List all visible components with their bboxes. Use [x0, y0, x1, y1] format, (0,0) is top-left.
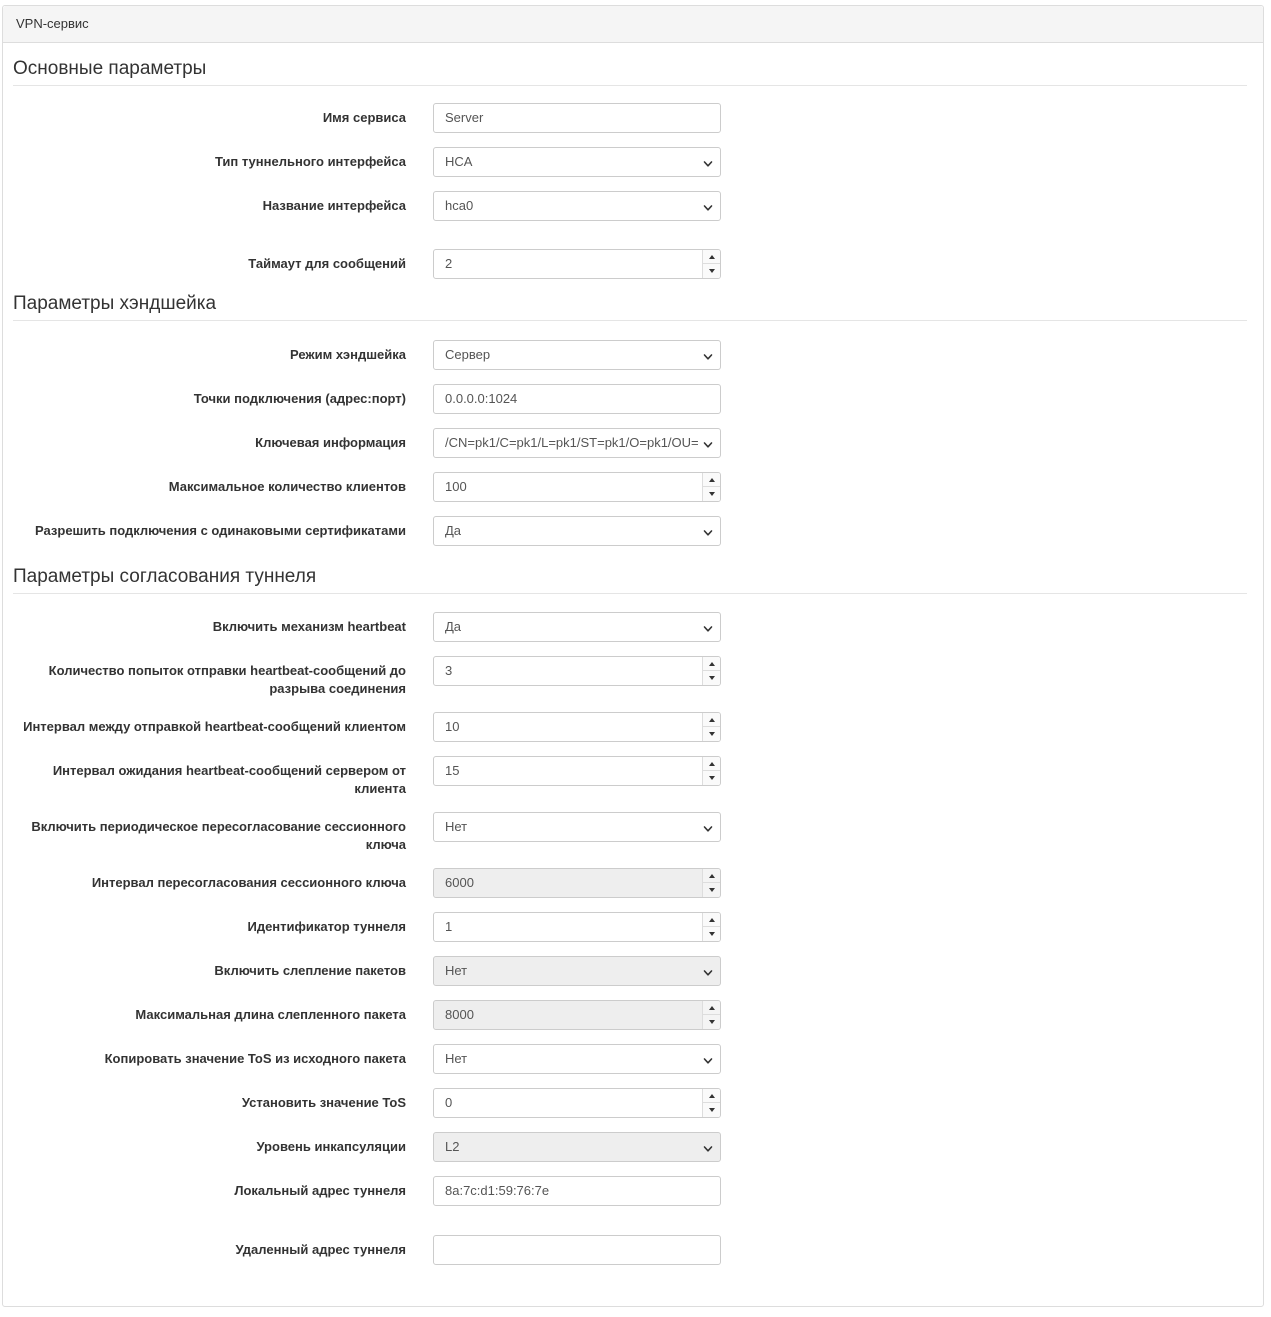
- heartbeat-server-wait-label: Интервал ожидания heartbeat-сообщений сервером от клиента: [52, 763, 406, 796]
- remote-tunnel-addr-input[interactable]: [433, 1235, 721, 1265]
- panel-title: VPN-сервис: [3, 6, 1263, 43]
- msg-timeout-label: Таймаут для сообщений: [248, 256, 406, 271]
- tunnel-iface-type-selected-value: HCA: [445, 154, 473, 169]
- heartbeat-client-interval-label: Интервал между отправкой heartbeat-сообщений клиентом: [23, 719, 406, 734]
- heartbeat-retries-value: 3: [445, 663, 453, 678]
- key-info-selected-value: /CN=pk1/C=pk1/L=pk1/ST=pk1/O=pk1/OU=: [445, 435, 699, 450]
- spin-up-icon[interactable]: [703, 473, 720, 487]
- tunnel-id-number-input[interactable]: [433, 912, 721, 942]
- rekey-interval-value: 6000: [445, 875, 474, 890]
- iface-name-selected-value: hca0: [445, 198, 474, 213]
- tunnel-iface-type-select[interactable]: [433, 147, 721, 177]
- chevron-down-icon: [703, 822, 713, 832]
- rekey-interval-number-input: [433, 868, 721, 898]
- spin-down-icon[interactable]: [703, 1103, 720, 1117]
- iface-name-label: Название интерфейса: [262, 198, 406, 213]
- heartbeat-client-interval-value: 10: [445, 719, 460, 734]
- key-info-label: Ключевая информация: [255, 435, 406, 450]
- chevron-down-icon: [703, 157, 713, 167]
- handshake-mode-label: Режим хэндшейка: [290, 347, 406, 362]
- section-basic-title: Основные параметры: [13, 58, 1247, 86]
- glue-max-len-label: Максимальная длина слепленного пакета: [135, 1007, 406, 1022]
- chevron-down-icon: [703, 622, 713, 632]
- rekey-enable-selected-value: Нет: [445, 819, 468, 834]
- max-clients-spinner: [702, 473, 720, 501]
- rekey-interval-label: Интервал пересогласования сессионного ключа: [91, 875, 406, 890]
- chevron-down-icon: [703, 201, 713, 211]
- copy-tos-selected-value: Нет: [445, 1051, 468, 1066]
- handshake-mode-selected-value: Сервер: [445, 347, 491, 362]
- heartbeat-enable-select[interactable]: [433, 612, 721, 642]
- service-name-label: Имя сервиса: [322, 110, 406, 125]
- spin-down-icon[interactable]: [703, 671, 720, 685]
- packet-glue-selected-value: Нет: [445, 963, 468, 978]
- spin-down-icon[interactable]: [703, 771, 720, 785]
- packet-glue-label: Включить слепление пакетов: [214, 963, 406, 978]
- encap-level-selected-value: L2: [445, 1139, 460, 1154]
- iface-name-select[interactable]: [433, 191, 721, 221]
- packet-glue-select: [433, 956, 721, 986]
- spin-up-icon[interactable]: [703, 250, 720, 264]
- allow-same-certs-selected-value: Да: [445, 523, 462, 538]
- tunnel-iface-type-label: Тип туннельного интерфейса: [214, 154, 406, 169]
- key-info-select[interactable]: [433, 428, 721, 458]
- section-tunnel-title: Параметры согласования туннеля: [13, 566, 1247, 594]
- chevron-down-icon: [703, 1054, 713, 1064]
- max-clients-label: Максимальное количество клиентов: [168, 479, 406, 494]
- chevron-down-icon: [703, 966, 713, 976]
- max-clients-value: 100: [445, 479, 467, 494]
- spin-up-icon[interactable]: [703, 713, 720, 727]
- copy-tos-label: Копировать значение ToS из исходного пакета: [104, 1051, 406, 1066]
- spin-up-icon[interactable]: [703, 657, 720, 671]
- spin-up-icon[interactable]: [703, 1089, 720, 1103]
- tunnel-id-spinner: [702, 913, 720, 941]
- encap-level-select: [433, 1132, 721, 1162]
- spin-up-icon: [703, 869, 720, 883]
- glue-max-len-value: 8000: [445, 1007, 474, 1022]
- copy-tos-select[interactable]: [433, 1044, 721, 1074]
- spin-up-icon: [703, 1001, 720, 1015]
- msg-timeout-value: 2: [445, 256, 453, 271]
- endpoints-input[interactable]: 0.0.0.0:1024: [433, 384, 721, 414]
- set-tos-spinner: [702, 1089, 720, 1117]
- heartbeat-enable-label: Включить механизм heartbeat: [212, 619, 406, 634]
- rekey-enable-select[interactable]: [433, 812, 721, 842]
- spin-down-icon[interactable]: [703, 927, 720, 941]
- allow-same-certs-select[interactable]: [433, 516, 721, 546]
- local-tunnel-addr-label: Локальный адрес туннеля: [234, 1183, 406, 1198]
- spin-up-icon[interactable]: [703, 913, 720, 927]
- heartbeat-client-interval-number-input[interactable]: [433, 712, 721, 742]
- section-handshake-title: Параметры хэндшейка: [13, 293, 1247, 321]
- rekey-enable-label: Включить периодическое пересогласование сессионного ключа: [31, 819, 406, 852]
- spin-down-icon[interactable]: [703, 727, 720, 741]
- spin-down-icon: [703, 883, 720, 897]
- encap-level-label: Уровень инкапсуляции: [256, 1139, 406, 1154]
- chevron-down-icon: [703, 438, 713, 448]
- handshake-mode-select[interactable]: [433, 340, 721, 370]
- spin-up-icon[interactable]: [703, 757, 720, 771]
- glue-max-len-number-input: [433, 1000, 721, 1030]
- glue-max-len-spinner: [702, 1001, 720, 1029]
- remote-tunnel-addr-label: Удаленный адрес туннеля: [235, 1242, 406, 1257]
- heartbeat-retries-spinner: [702, 657, 720, 685]
- allow-same-certs-label: Разрешить подключения с одинаковыми сертификатами: [35, 523, 406, 538]
- set-tos-value: 0: [445, 1095, 453, 1110]
- endpoints-label: Точки подключения (адрес:порт): [193, 391, 406, 406]
- spin-down-icon: [703, 1015, 720, 1029]
- tunnel-id-label: Идентификатор туннеля: [247, 919, 406, 934]
- local-tunnel-addr-input[interactable]: 8a:7c:d1:59:76:7e: [433, 1176, 721, 1206]
- set-tos-number-input[interactable]: [433, 1088, 721, 1118]
- heartbeat-client-interval-spinner: [702, 713, 720, 741]
- tunnel-id-value: 1: [445, 919, 453, 934]
- rekey-interval-spinner: [702, 869, 720, 897]
- heartbeat-retries-label: Количество попыток отправки heartbeat-сообщений до разрыва соединения: [48, 663, 406, 696]
- chevron-down-icon: [703, 526, 713, 536]
- msg-timeout-number-input[interactable]: [433, 249, 721, 279]
- set-tos-label: Установить значение ToS: [241, 1095, 406, 1110]
- heartbeat-server-wait-number-input[interactable]: [433, 756, 721, 786]
- service-name-input[interactable]: Server: [433, 103, 721, 133]
- msg-timeout-spinner: [702, 250, 720, 278]
- heartbeat-server-wait-value: 15: [445, 763, 460, 778]
- heartbeat-enable-selected-value: Да: [445, 619, 462, 634]
- chevron-down-icon: [703, 1142, 713, 1152]
- heartbeat-server-wait-spinner: [702, 757, 720, 785]
- max-clients-number-input[interactable]: [433, 472, 721, 502]
- spin-down-icon[interactable]: [703, 264, 720, 278]
- chevron-down-icon: [703, 350, 713, 360]
- spin-down-icon[interactable]: [703, 487, 720, 501]
- heartbeat-retries-number-input[interactable]: [433, 656, 721, 686]
